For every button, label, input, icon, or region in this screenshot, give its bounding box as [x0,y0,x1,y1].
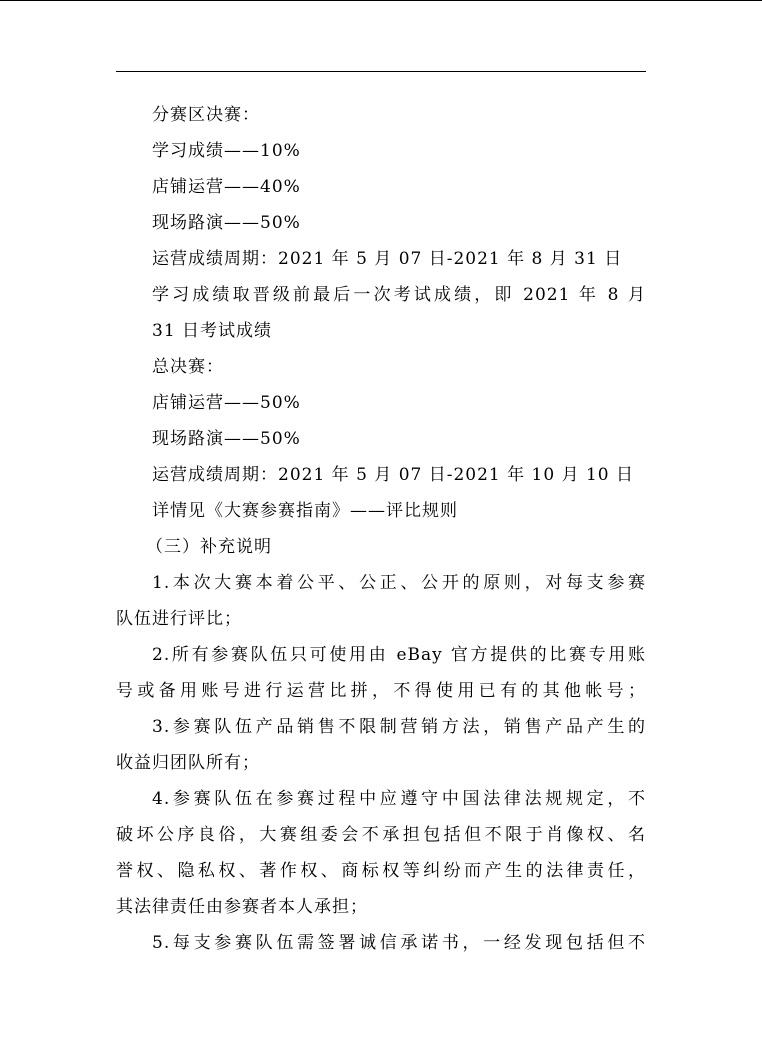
paragraph-line: 5.每支参赛队伍需签署诚信承诺书，一经发现包括但不 [152,933,646,953]
paragraph-line: 破坏公序良俗，大赛组委会不承担包括但不限于肖像权、名 [116,825,646,845]
paragraph-line: 号或备用账号进行运营比拼，不得使用已有的其他帐号； [116,681,646,701]
text-line: 现场路演——50% [152,213,301,233]
text-line: 详情见《大赛参赛指南》——评比规则 [152,501,458,521]
paragraph-line: 2.所有参赛队伍只可使用由 eBay 官方提供的比赛专用账 [152,645,646,665]
paragraph-line: 收益归团队所有； [116,753,260,773]
paragraph-line: 3.参赛队伍产品销售不限制营销方法，销售产品产生的 [152,717,646,737]
document-body [116,97,646,961]
page-top-border [0,0,762,1]
heading-regional-final: 分赛区决赛： [152,105,260,125]
paragraph-line: 1.本次大赛本着公平、公正、公开的原则，对每支参赛 [152,573,646,593]
paragraph-line: 队伍进行评比； [116,609,242,629]
text-line: 店铺运营——50% [152,393,301,413]
text-line: 店铺运营——40% [152,177,301,197]
paragraph-line: 其法律责任由参赛者本人承担； [116,897,368,917]
paragraph-line: 誉权、隐私权、著作权、商标权等纠纷而产生的法律责任， [116,861,646,881]
text-line: 运营成绩周期：2021 年 5 月 07 日-2021 年 8 月 31 日 [152,249,623,269]
section-heading: （三）补充说明 [146,537,272,557]
text-line: 31 日考试成绩 [152,321,273,341]
paragraph-line: 4.参赛队伍在参赛过程中应遵守中国法律法规规定，不 [152,789,646,809]
text-line: 运营成绩周期：2021 年 5 月 07 日-2021 年 10 月 10 日 [152,465,635,485]
text-line: 学习成绩——10% [152,141,301,161]
text-line: 学习成绩取晋级前最后一次考试成绩，即 2021 年 8 月 [152,285,646,305]
text-line: 现场路演——50% [152,429,301,449]
heading-grand-final: 总决赛： [152,357,224,377]
header-rule [116,71,646,72]
